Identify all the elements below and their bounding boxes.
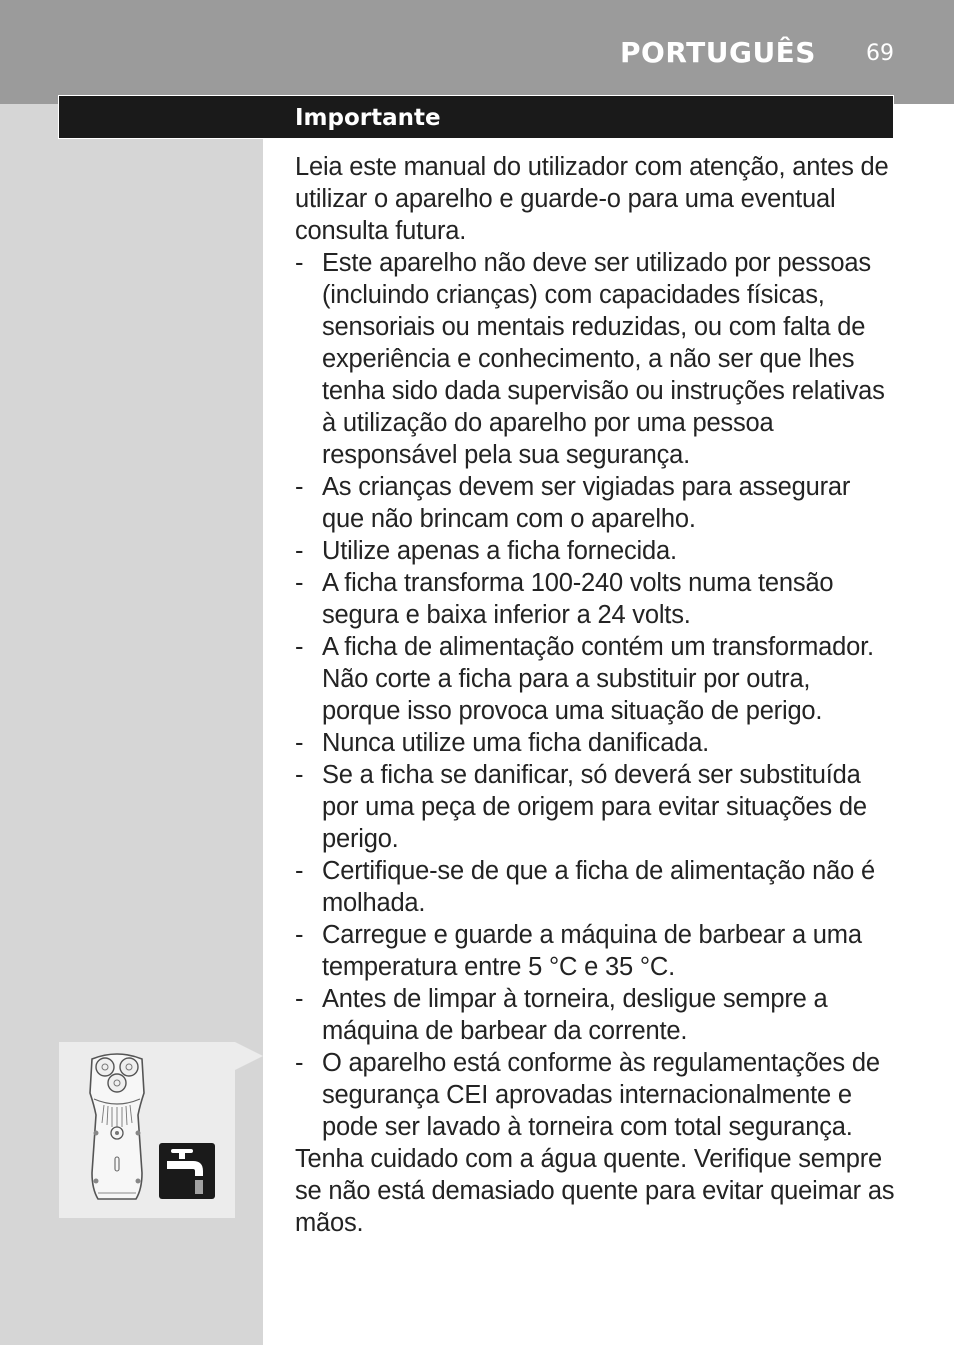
- bullet-dash: -: [295, 1049, 304, 1077]
- list-item: [295, 567, 895, 631]
- water-tap-icon: [159, 1143, 215, 1199]
- closing-paragraph: Tenha cuidado com a água quente. Verifique sempre se não está demasiado quente para evitar queimar as mãos.: [295, 1145, 895, 1237]
- bullet-dash: -: [295, 729, 304, 757]
- intro-paragraph: Leia este manual do utilizador com atenção, antes de utilizar o aparelho e guarde-o para uma eventual consulta futura.: [295, 153, 889, 245]
- list-item: [295, 631, 895, 727]
- list-item-text: A ficha de alimentação contém um transformador. Não corte a ficha para a substituir por outra, porque isso provoca uma situação de perigo.: [322, 633, 874, 725]
- list-item: [295, 535, 895, 567]
- bullet-dash: -: [295, 761, 304, 789]
- section-header-bar: [59, 96, 893, 138]
- list-item: [295, 983, 895, 1047]
- list-item-text: Utilize apenas a ficha fornecida.: [322, 537, 677, 565]
- language-title: PORTUGUÊS: [620, 36, 816, 69]
- bullet-dash: -: [295, 921, 304, 949]
- bullet-dash: -: [295, 569, 304, 597]
- list-item: [295, 727, 895, 759]
- list-item-text: A ficha transforma 100-240 volts numa tensão segura e baixa inferior a 24 volts.: [322, 569, 834, 629]
- list-item-text: Certifique-se de que a ficha de alimentação não é molhada.: [322, 857, 875, 917]
- list-item-text: Se a ficha se danificar, só deverá ser substituída por uma peça de origem para evitar situações de perigo.: [322, 761, 867, 853]
- list-item: [295, 1047, 895, 1143]
- bullet-dash: -: [295, 473, 304, 501]
- bullet-dash: -: [295, 857, 304, 885]
- list-item-text: Este aparelho não deve ser utilizado por pessoas (incluindo crianças) com capacidades físicas, sensoriais ou mentais reduzidas, ou com falta de experiência e conhecimento, a não ser que lhes tenha sido dada supervisão ou instruções relativas à utilização do aparelho por uma pessoa responsável pela sua segurança.: [322, 249, 885, 469]
- list-item-text: Antes de limpar à torneira, desligue sempre a máquina de barbear da corrente.: [322, 985, 828, 1045]
- bullet-list: [295, 247, 895, 1143]
- list-item: [295, 247, 895, 471]
- list-item: [295, 471, 895, 535]
- list-item: [295, 759, 895, 855]
- bullet-dash: -: [295, 537, 304, 565]
- list-item-text: As crianças devem ser vigiadas para assegurar que não brincam com o aparelho.: [322, 473, 851, 533]
- bullet-dash: -: [295, 249, 304, 277]
- list-item-text: Nunca utilize uma ficha danificada.: [322, 729, 710, 757]
- bullet-dash: -: [295, 633, 304, 661]
- bullet-dash: -: [295, 985, 304, 1013]
- body-text: [295, 151, 895, 1239]
- page-number: 69: [866, 41, 894, 66]
- list-item: [295, 855, 895, 919]
- list-item-text: O aparelho está conforme às regulamentações de segurança CEI aprovadas internacionalmente e pode ser lavado à torneira com total segurança.: [322, 1049, 880, 1141]
- section-title: Importante: [295, 105, 441, 131]
- list-item: [295, 919, 895, 983]
- shaver-icon: [82, 1053, 152, 1203]
- illustration-pointer: [235, 1042, 263, 1070]
- list-item-text: Carregue e guarde a máquina de barbear a uma temperatura entre 5 °C e 35 °C.: [322, 921, 862, 981]
